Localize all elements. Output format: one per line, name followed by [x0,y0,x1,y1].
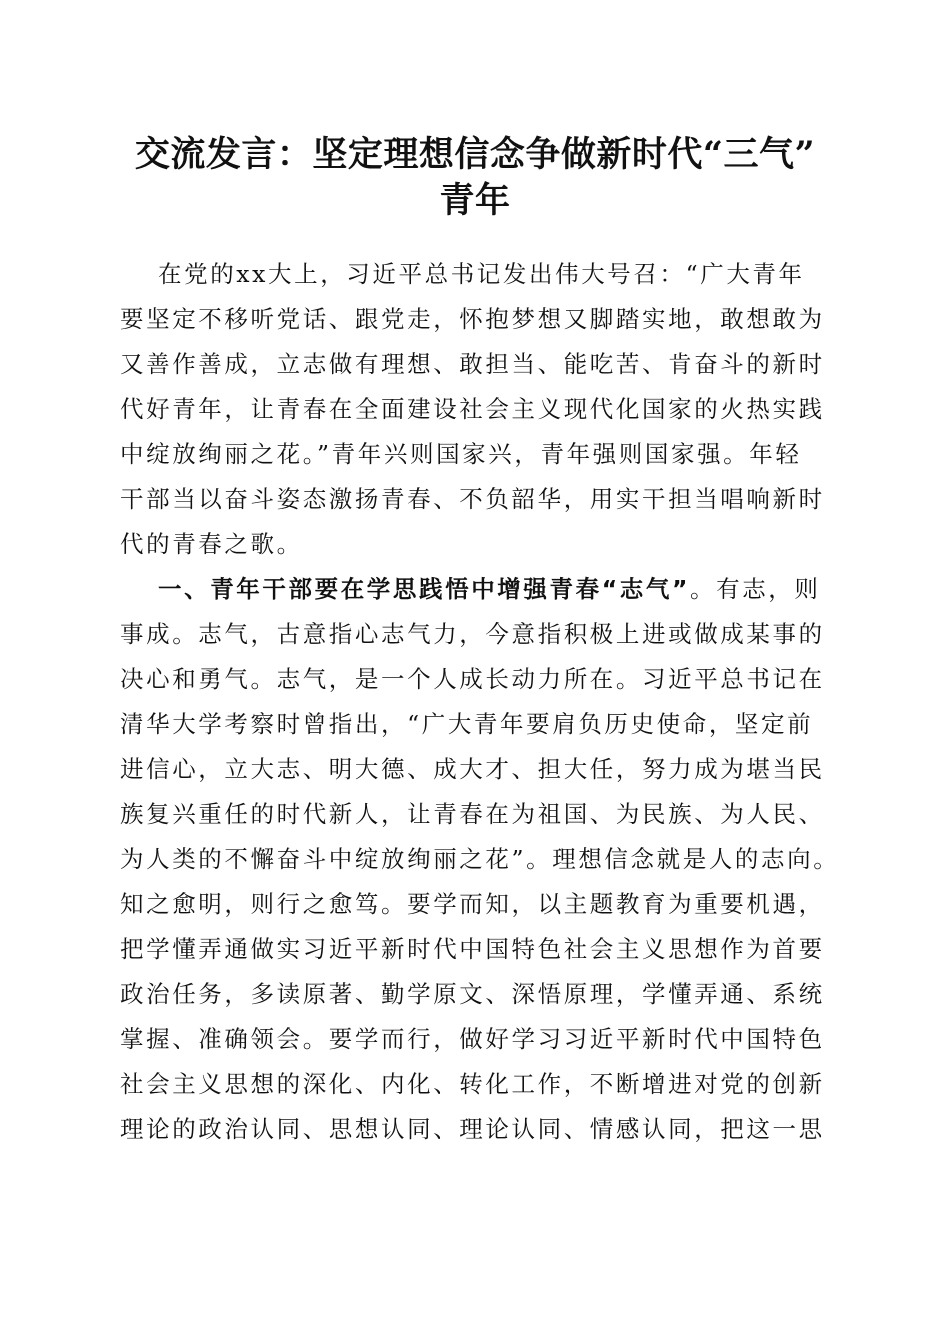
paragraph-line: 清华大学考察时曾指出，“广大青年要肩负历史使命，坚定前 [120,710,814,738]
paragraph-line: 决心和勇气。志气，是一个人成长动力所在。习近平总书记在 [120,665,825,693]
paragraph-line: 干部当以奋斗姿态激扬青春、不负韶华，用实干担当唱响新时 [120,485,825,513]
section-heading: 一、青年干部要在学思践悟中增强青春“志气” [158,575,690,603]
paragraph-line: 进信心，立大志、明大德、成大才、担大任，努力成为堪当民 [120,755,825,783]
section-heading-line [120,567,840,612]
paragraph-line: 在党的xx大上，习近平总书记发出伟大号召：“广大青年 [158,260,805,288]
paragraph-line: 代好青年，让青春在全面建设社会主义现代化国家的火热实践 [120,395,825,423]
paragraph-line: 理论的政治认同、思想认同、理论认同、情感认同，把这一思 [120,1115,825,1143]
paragraph-intro [120,252,840,567]
paragraph-line: 把学懂弄通做实习近平新时代中国特色社会主义思想作为首要 [120,935,825,963]
document-body [120,252,840,1152]
paragraph-line: 要坚定不移听党话、跟党走，怀抱梦想又脚踏实地，敢想敢为 [120,305,825,333]
paragraph-line: 社会主义思想的深化、内化、转化工作，不断增进对党的创新 [120,1070,825,1098]
paragraph-line: 知之愈明，则行之愈笃。要学而知，以主题教育为重要机遇， [120,890,825,918]
paragraph-section-one [120,567,840,1152]
paragraph-line: 中绽放绚丽之花。”青年兴则国家兴，青年强则国家强。年轻 [120,440,802,468]
title-line-1: 交流发言：坚定理想信念争做新时代“三气” [134,134,816,175]
paragraph-line: 政治任务，多读原著、勤学原文、深悟原理，学懂弄通、系统 [120,980,825,1008]
section-heading-tail: 。有志，则 [690,575,821,603]
paragraph-line: 掌握、准确领会。要学而行，做好学习习近平新时代中国特色 [120,1025,825,1053]
paragraph-line: 为人类的不懈奋斗中绽放绚丽之花”。理想信念就是人的志向。 [120,845,840,873]
paragraph-line: 事成。志气，古意指心志气力，今意指积极上进或做成某事的 [120,620,825,648]
document-title [110,132,840,224]
paragraph-line: 族复兴重任的时代新人，让青春在为祖国、为民族、为人民、 [120,800,825,828]
paragraph-line: 又善作善成，立志做有理想、敢担当、能吃苦、肯奋斗的新时 [120,350,825,378]
title-line-2: 青年 [439,180,511,221]
paragraph-line: 代的青春之歌。 [120,530,303,558]
